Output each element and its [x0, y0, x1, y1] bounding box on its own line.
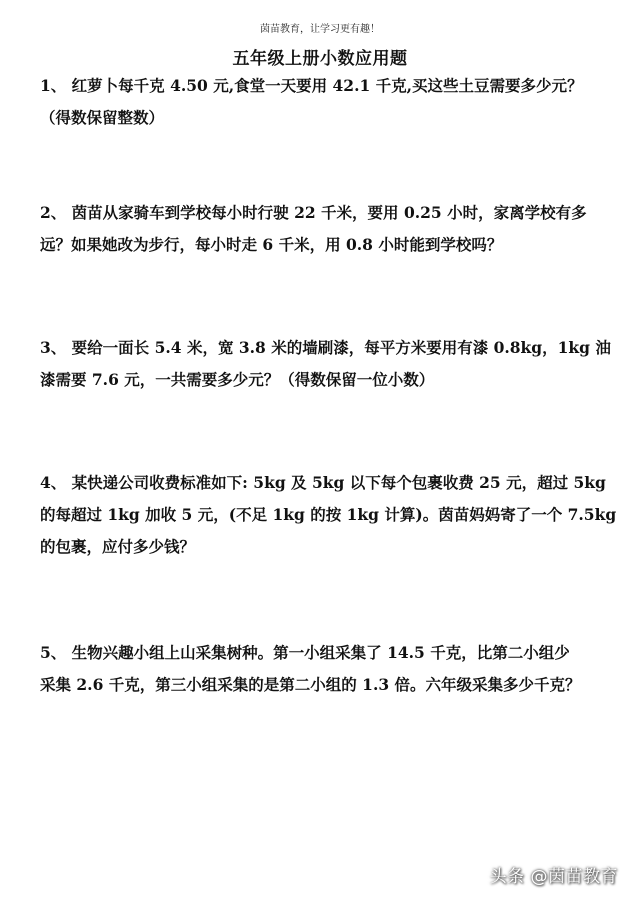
question-1-line-1: 1、 红萝卜每千克 4.50 元,食堂一天要用 42.1 千克,买这些土豆需要多少元？: [40, 76, 583, 95]
question-2: [40, 197, 612, 261]
question-2-line-1: 2、 茵苗从家骑车到学校每小时行驶 22 千米，要用 0.25 小时，家离学校有多: [40, 203, 587, 222]
question-5-line-2: 采集 2.6 千克，第三小组采集的是第二小组的 1.3 倍。六年级采集多少千克？: [40, 675, 581, 694]
question-2-line-2: 远？如果她改为步行，每小时走 6 千米，用 0.8 小时能到学校吗？: [40, 235, 503, 254]
question-4-line-3: 的包裹，应付多少钱？: [40, 537, 196, 556]
watermark: 头条 @茵苗教育: [489, 867, 618, 887]
question-1-line-2: （得数保留整数）: [40, 108, 165, 127]
page-title: 五年级上册小数应用题: [232, 49, 408, 69]
question-3: [40, 332, 612, 396]
question-5-line-1: 5、 生物兴趣小组上山采集树种。第一小组采集了 14.5 千克，比第二小组少: [40, 643, 570, 662]
question-4: [40, 467, 617, 563]
question-5: [40, 637, 612, 701]
question-4-line-1: 4、 某快递公司收费标准如下: 5kg 及 5kg 以下每个包裹收费 25 元，超过 5kg: [40, 473, 606, 492]
question-3-line-2: 漆需要 7.6 元，一共需要多少元？（得数保留一位小数）: [40, 370, 435, 389]
question-3-line-1: 3、 要给一面长 5.4 米，宽 3.8 米的墙刷漆，每平方米要用有漆 0.8kg，1kg 油: [40, 338, 611, 357]
question-4-line-2: 的每超过 1kg 加收 5 元，(不足 1kg 的按 1kg 计算)。茵苗妈妈寄了一个 7.5kg: [40, 505, 617, 524]
question-1: [40, 70, 612, 134]
header-note: 茵苗教育，让学习更有趣！: [260, 24, 380, 35]
